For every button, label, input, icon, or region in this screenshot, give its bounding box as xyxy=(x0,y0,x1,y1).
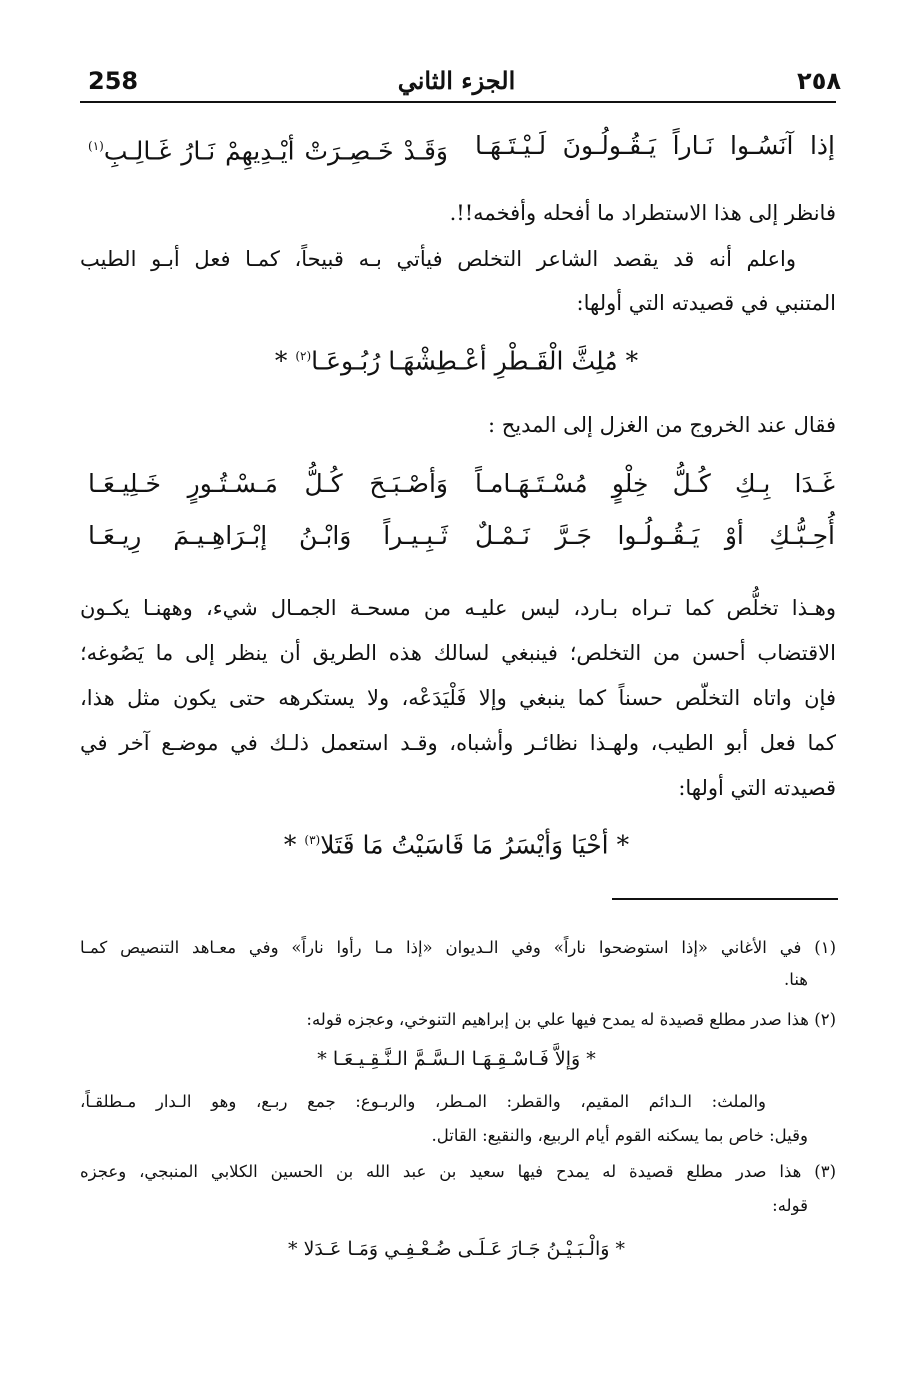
verse1-left-text: وَقَـدْ خَـصِـرَتْ أيْـدِيهِمْ نَـارُ غَـالِـبِ xyxy=(103,136,448,166)
verse3-row1-right: غَـدَا بِـكِ كُـلُّ خِلْوٍ مُسْـتَـهَـامـاً xyxy=(475,469,835,498)
footnote-3-line-1: (٣) هذا صدر مطلع قصيدة له يمدح فيها سعيد بن عبد الله بن الحسين الكلابي المنبجي، وعجزه xyxy=(80,1162,836,1181)
page-number-arabic: ٢٥٨ xyxy=(797,67,841,95)
verse4 xyxy=(0,820,913,865)
footnote-3-line-2: قوله: xyxy=(772,1196,808,1215)
footnote-3-star-left: * xyxy=(288,1238,298,1260)
paragraph-4-line-1: وهـذا تخلُّص كما تـراه بـارد، ليس عليـه من مسحـة الجمـال شيء، وههنـا يكـون xyxy=(80,596,836,620)
paragraph-2-line-1: واعلم أنه قد يقصد الشاعر التخلص فيأتي بـه قبيحاً، كمـا فعل أبـو الطيب xyxy=(80,247,796,271)
footnote-2-star-right: * xyxy=(586,1048,596,1070)
verse2-star-left: * xyxy=(274,346,288,376)
verse4-text: أحْيَا وَأيْسَرُ مَا قَاسَيْتُ مَا قَتَلا xyxy=(320,830,609,860)
header-rule xyxy=(80,101,836,103)
verse3-row2-right: أُحِـبُّـكِ أوْ يَـقُـولُـوا جَـرَّ نَـمْـلٌ xyxy=(475,521,835,550)
verse1-right-text: إذا آنَسُـوا نَـاراً يَـقُـولُـونَ لَـيْـتَـهَـا xyxy=(475,131,835,160)
paragraph-4-line-2: الاقتضاب أحسن من التخلص؛ فينبغي لسالك هذه الطريق أن ينظر إلى ما يَصُوغه؛ xyxy=(80,641,836,665)
footnote-2-line: (٢) هذا صدر مطلع قصيدة له يمدح فيها علي بن إبراهيم التنوخي، وعجزه قوله: xyxy=(306,1010,836,1029)
footnote-2-star-left: * xyxy=(317,1048,327,1070)
footnote-2-verse-text: وَإلاَّ فَـاسْـقِـهَـا الـسَّـمَّ الـنَّـقِـيـعَـا xyxy=(332,1048,581,1070)
verse1-left xyxy=(88,126,448,171)
verse3-row1-left: وَأصْـبَـحَ كُـلُّ مَـسْـتُـورٍ خَـلِيـعَـا xyxy=(88,469,448,498)
footnote-3-verse xyxy=(0,1232,913,1266)
paragraph-4-line-3: فإن واتاه التخلّص حسناً كما ينبغي وإلا فَلْيَدَعْه، ولا يستكرهه حتى يكون مثل هذا، xyxy=(80,686,836,710)
paragraph-4-line-4: كما فعل أبو الطيب، ولهـذا نظائـر وأشباه، وقـد استعمل ذلـك في موضـع آخر في xyxy=(80,731,836,755)
footnote-rule xyxy=(612,898,838,900)
footnote-3-verse-text: وَالْـبَـيْـنُ جَـارَ عَـلَـى ضُـعْـفِـي وَمَـا عَـدَلا xyxy=(303,1238,610,1260)
verse3-row2-left: ثَـبِـيـراً وَابْـنُ إبْـرَاهِـيـمَ رِيـعَـا xyxy=(88,521,448,550)
footnote-2-verse xyxy=(0,1042,913,1076)
page-number-latin: 258 xyxy=(88,67,139,95)
paragraph-2-line-2: المتنبي في قصيدته التي أولها: xyxy=(576,291,836,315)
footnote-mark-1: (١) xyxy=(88,139,104,153)
verse4-star-left: * xyxy=(283,830,297,860)
verse1-right xyxy=(475,126,835,166)
footnote-1-line-1: (١) في الأغاني «إذا استوضحوا ناراً» وفي الـديوان «إذا مـا رأوا ناراً» وفي معـاهد التنصيص كمـا xyxy=(80,938,836,957)
paragraph-1: فانظر إلى هذا الاستطراد ما أفحله وأفخمه!!. xyxy=(449,201,836,225)
verse2-text: مُلِثَّ الْقَـطْرِ أعْـطِشْهَـا رُبُـوعَـا xyxy=(311,346,618,376)
paragraph-4-line-5: قصيدته التي أولها: xyxy=(678,776,836,800)
paragraph-3: فقال عند الخروج من الغزل إلى المديح : xyxy=(487,413,836,437)
verse4-star-right: * xyxy=(616,830,630,860)
footnote-1-line-2: هنا. xyxy=(784,970,808,989)
footnote-2-gloss-line-1: والملث: الـدائم المقيم، والقطر: المـطر، والربـوع: جمع ربـع، وهو الـدار مـطلقـاً، xyxy=(80,1092,766,1111)
running-title: الجزء الثاني xyxy=(397,66,516,95)
verse2 xyxy=(0,336,913,381)
footnote-3-star-right: * xyxy=(615,1238,625,1260)
footnote-mark-3: (٣) xyxy=(304,833,321,847)
footnote-mark-2: (٢) xyxy=(295,349,312,363)
footnote-2-gloss-line-2: وقيل: خاص بما يسكنه القوم أيام الربيع، والنقيع: القاتل. xyxy=(431,1126,808,1145)
verse2-star-right: * xyxy=(625,346,639,376)
